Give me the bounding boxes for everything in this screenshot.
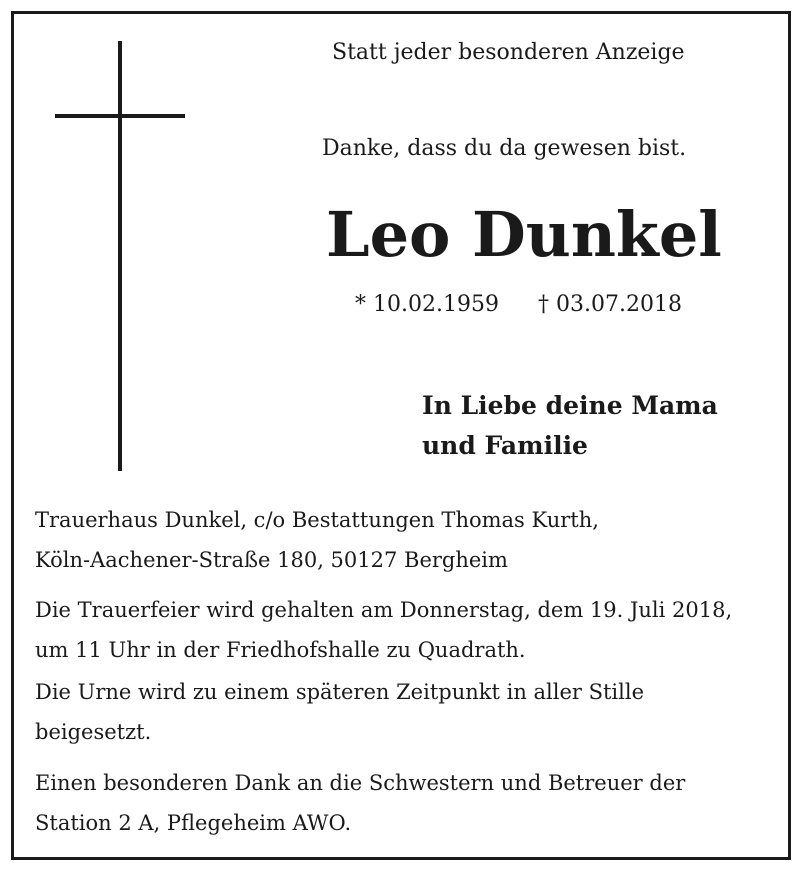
cross-horizontal-bar (55, 114, 185, 118)
urn-block (35, 672, 644, 752)
gratitude-line-2: Station 2 A, Pflegeheim AWO. (35, 811, 352, 835)
birth-date: * 10.02.1959 (355, 292, 499, 317)
ceremony-block (35, 590, 732, 670)
ceremony-line-1: Die Trauerfeier wird gehalten am Donnerstag, dem 19. Juli 2018, (35, 598, 733, 622)
gratitude-line-1: Einen besonderen Dank an die Schwestern und Betreuer der (35, 771, 686, 795)
address-line-2: Köln-Aachener-Straße 180, 50127 Bergheim (35, 548, 508, 572)
intro-line: Statt jeder besonderen Anzeige (332, 40, 685, 65)
deceased-name: Leo Dunkel (326, 198, 722, 271)
urn-line-2: beigesetzt. (35, 720, 152, 744)
death-date: † 03.07.2018 (538, 292, 682, 317)
thanks-line: Danke, dass du da gewesen bist. (322, 136, 687, 161)
family-line-1: In Liebe deine Mama (422, 391, 718, 420)
family-signature (422, 386, 718, 466)
ceremony-line-2: um 11 Uhr in der Friedhofshalle zu Quadrath. (35, 638, 526, 662)
family-line-2: und Familie (422, 431, 588, 460)
address-line-1: Trauerhaus Dunkel, c/o Bestattungen Thomas Kurth, (35, 508, 599, 532)
address-block (35, 500, 599, 580)
urn-line-1: Die Urne wird zu einem späteren Zeitpunkt in aller Stille (35, 680, 645, 704)
cross-vertical-bar (118, 41, 122, 471)
gratitude-block (35, 763, 685, 843)
